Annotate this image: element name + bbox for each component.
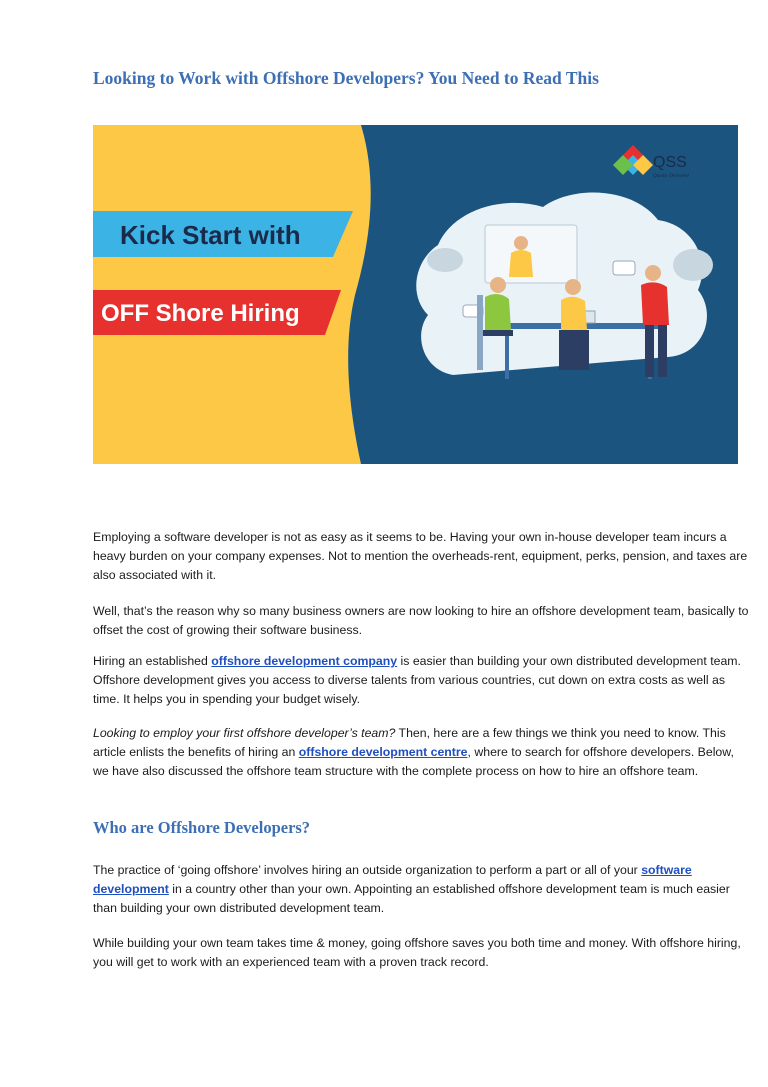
paragraph-text: , where to search for offshore developers. Below, we have also discussed the offshore team structure with the complete process on how to hire an offshore team. (93, 745, 734, 778)
paragraph-text: is easier than building your own distributed development team. Offshore development gives you access to diverse talents from various countries, cut down on extra costs as well as time. It helps you in spending your budget wisely. (93, 654, 741, 706)
paragraph-italic-text: Looking to employ your first offshore developer’s team? (93, 726, 396, 740)
banner-line-1: Kick Start with (120, 220, 301, 250)
paragraph-2: Well, that’s the reason why so many business owners are now looking to hire an offshore development team, basically to offset the cost of growing their software business. (93, 604, 749, 637)
chair-back (477, 295, 483, 370)
paragraph-1: Employing a software developer is not as easy as it seems to be. Having your own in-house developer team incurs a heavy burden on your company expenses. Not to mention the overheads-rent, equipment, perks, pension, and taxes are also associated with it. (93, 530, 748, 582)
person-head (645, 265, 661, 281)
bush-shape (673, 249, 713, 281)
desk-leg (505, 329, 509, 379)
paragraph-text: in a country other than your own. Appointing an established offshore development team is much easier than building your own distributed development team. (93, 882, 730, 915)
page-title: Looking to Work with Offshore Developers? You Need to Read This (93, 68, 599, 88)
paragraph-5 (93, 861, 753, 918)
banner-line-2: OFF Shore Hiring (101, 300, 300, 327)
person-head (490, 277, 506, 293)
paragraph-4 (93, 724, 753, 781)
paragraph-text: The practice of ‘going offshore’ involves hiring an outside organization to perform a part or all of your (93, 863, 642, 877)
offshore-development-centre-link[interactable]: offshore development centre (298, 745, 468, 759)
person-head (514, 236, 528, 250)
person-body (485, 294, 511, 330)
hero-banner (93, 125, 738, 464)
chat-bubble-icon (613, 261, 635, 275)
person-body (561, 297, 587, 330)
paragraph-text: Hiring an established (93, 654, 212, 668)
bush-shape (427, 248, 463, 272)
section-heading: Who are Offshore Developers? (93, 818, 311, 837)
person-legs (658, 325, 667, 377)
person-legs (645, 325, 654, 377)
paragraph-6: While building your own team takes time & money, going offshore saves you both time and money. With offshore hiring, you will get to work with an experienced team with a proven track record. (93, 936, 741, 969)
paragraph-text: Then, here are a few things we think you need to know. This article enlists the benefits of hiring an (93, 726, 726, 759)
person-legs (559, 330, 589, 370)
logo-text: QSS (653, 154, 687, 171)
person-head (565, 279, 581, 295)
logo-tagline: Quality Delivered (653, 174, 689, 179)
software-development-link[interactable]: software development (93, 863, 692, 896)
person-body (509, 250, 533, 277)
offshore-development-company-link[interactable]: offshore development company (211, 654, 398, 668)
banner-illustration (93, 125, 738, 464)
paragraph-3 (93, 652, 753, 709)
person-legs (483, 330, 513, 336)
person-body (641, 282, 669, 325)
